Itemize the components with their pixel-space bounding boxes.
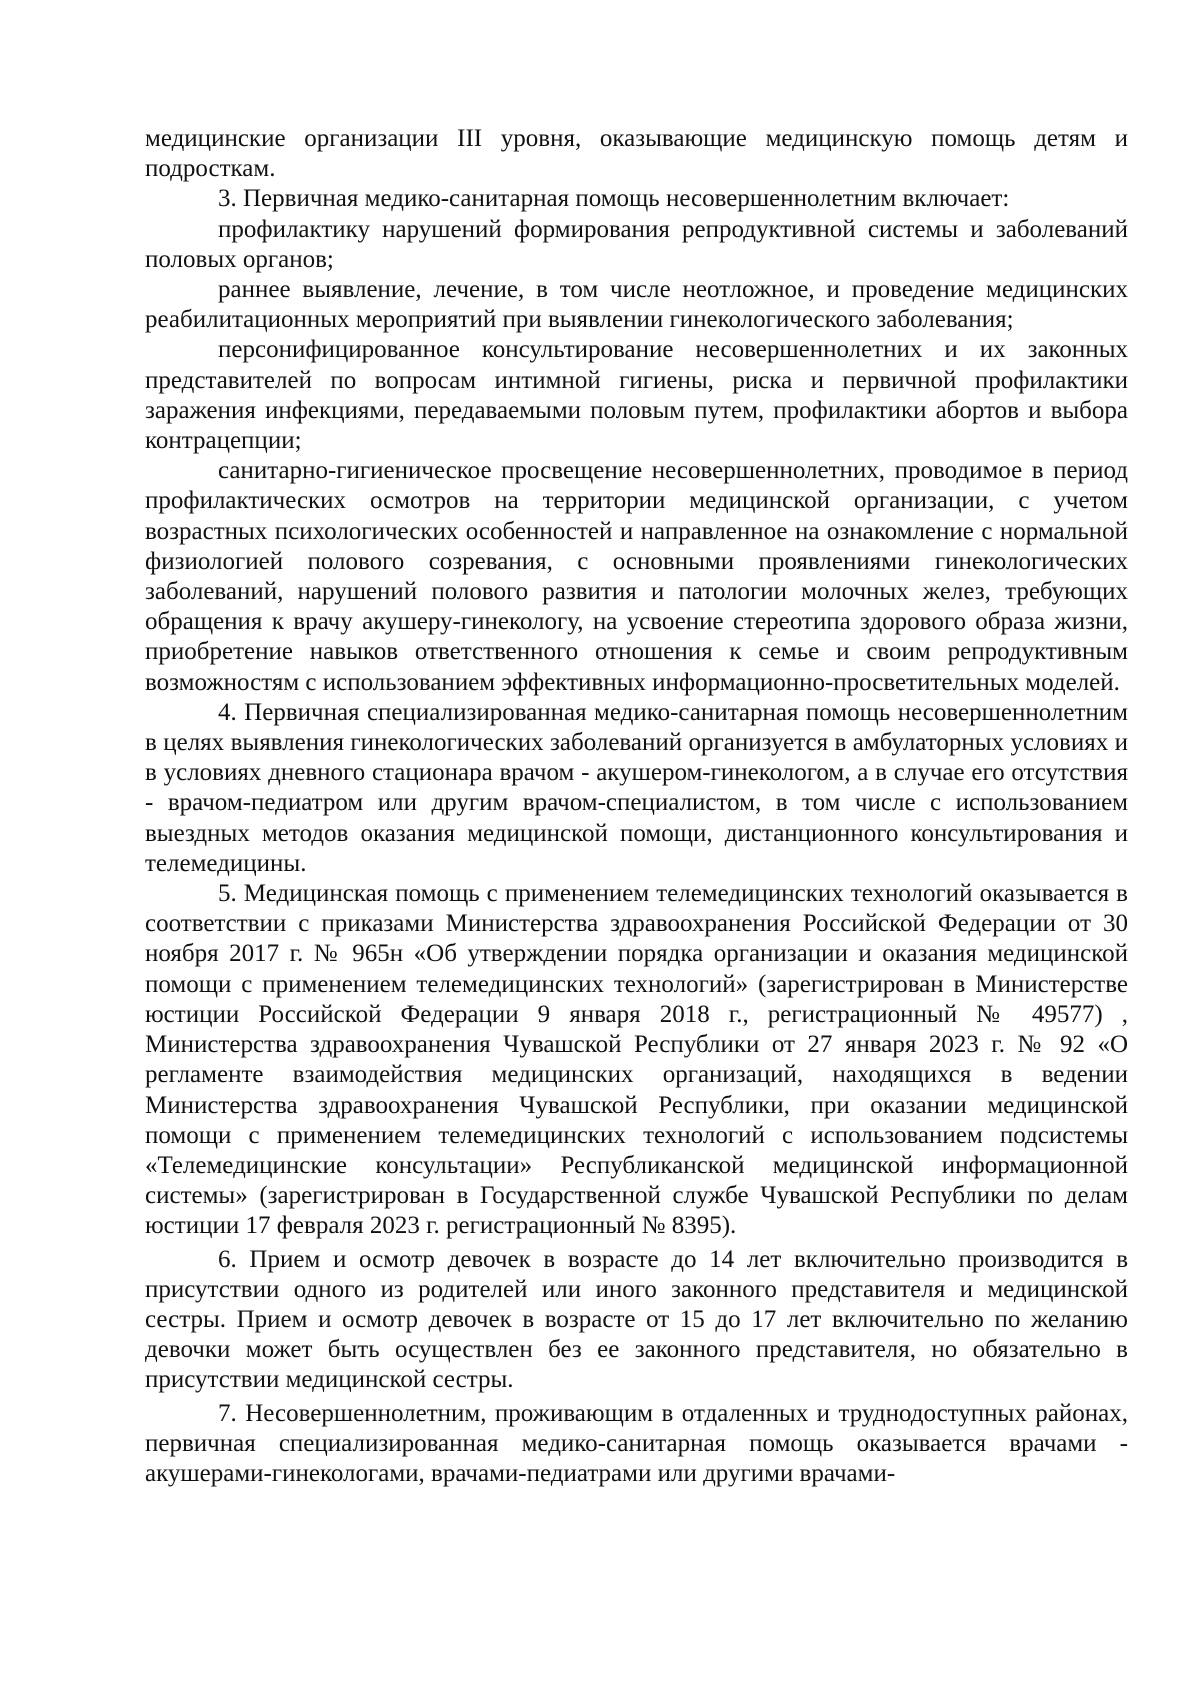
paragraph-continuation: медицинские организации III уровня, оказывающие медицинскую помощь детям и подросткам. bbox=[145, 125, 1128, 183]
paragraph-education: санитарно-гигиеническое просвещение несовершеннолетних, проводимое в период профилактических осмотров на территории медицинской организации, с учетом возрастных психологических особенностей и направленное на ознакомление с нормальной физиологией полового созревания, с основными проявлениями гинекологических заболеваний, нарушений полового развития и патологии молочных желез, требующих обращения к врачу акушеру-гинекологу, на усвоение стереотипа здорового образа жизни, приобретение навыков ответственного отношения к семье и своим репродуктивным возможностям с использованием эффективных информационно-просветительных моделей. bbox=[145, 457, 1128, 696]
document-page bbox=[145, 124, 1128, 1489]
paragraph-item-5: 5. Медицинская помощь с применением телемедицинских технологий оказывается в соответствии с приказами Министерства здравоохранения Российской Федерации от 30 ноября 2017 г. № 965н «Об утверждении порядка организации и оказания медицинской помощи с применением телемедицинских технологий» (зарегистрирован в Министерстве юстиции Российской Федерации 9 января 2018 г., регистрационный № 49577) , Министерства здравоохранения Чувашской Республики от 27 января 2023 г. № 92 «О регламенте взаимодействия медицинских организаций, находящихся в ведении Министерства здравоохранения Чувашской Республики, при оказании медицинской помощи с применением телемедицинских технологий с использованием подсистемы «Телемедицинские консультации» Республиканской медицинской информационной системы» (зарегистрирован в Государственной службе Чувашской Республики по делам юстиции 17 февраля 2023 г. регистрационный № 8395). bbox=[145, 880, 1128, 1240]
paragraph-prophylaxis: профилактику нарушений формирования репродуктивной системы и заболеваний половых органов; bbox=[145, 215, 1128, 273]
paragraph-item-7: 7. Несовершеннолетним, проживающим в отдаленных и труднодоступных районах, первичная специализированная медико-санитарная помощь оказывается врачами - акушерами-гинекологами, врачами-педиатрами или другими врачами- bbox=[145, 1399, 1128, 1487]
paragraph-item-4: 4. Первичная специализированная медико-санитарная помощь несовершеннолетним в целях выявления гинекологических заболеваний организуется в амбулаторных условиях и в условиях дневного стационара врачом - акушером-гинекологом, а в случае его отсутствия - врачом-педиатром или другим врачом-специалистом, в том числе с использованием выездных методов оказания медицинской помощи, дистанционного консультирования и телемедицины. bbox=[145, 698, 1128, 877]
paragraph-early-detection: раннее выявление, лечение, в том числе неотложное, и проведение медицинских реабилитационных мероприятий при выявлении гинекологического заболевания; bbox=[145, 276, 1128, 334]
paragraph-item-6: 6. Прием и осмотр девочек в возрасте до 14 лет включительно производится в присутствии одного из родителей или иного законного представителя и медицинской сестры. Прием и осмотр девочек в возрасте от 15 до 17 лет включительно по желанию девочки может быть осуществлен без ее законного представителя, но обязательно в присутствии медицинской сестры. bbox=[145, 1245, 1128, 1394]
paragraph-counseling: персонифицированное консультирование несовершеннолетних и их законных представителей по вопросам интимной гигиены, риска и первичной профилактики заражения инфекциями, передаваемыми половым путем, профилактики абортов и выбора контрацепции; bbox=[145, 336, 1128, 455]
paragraph-item-3: 3. Первичная медико-санитарная помощь несовершеннолетним включает: bbox=[218, 185, 1010, 213]
